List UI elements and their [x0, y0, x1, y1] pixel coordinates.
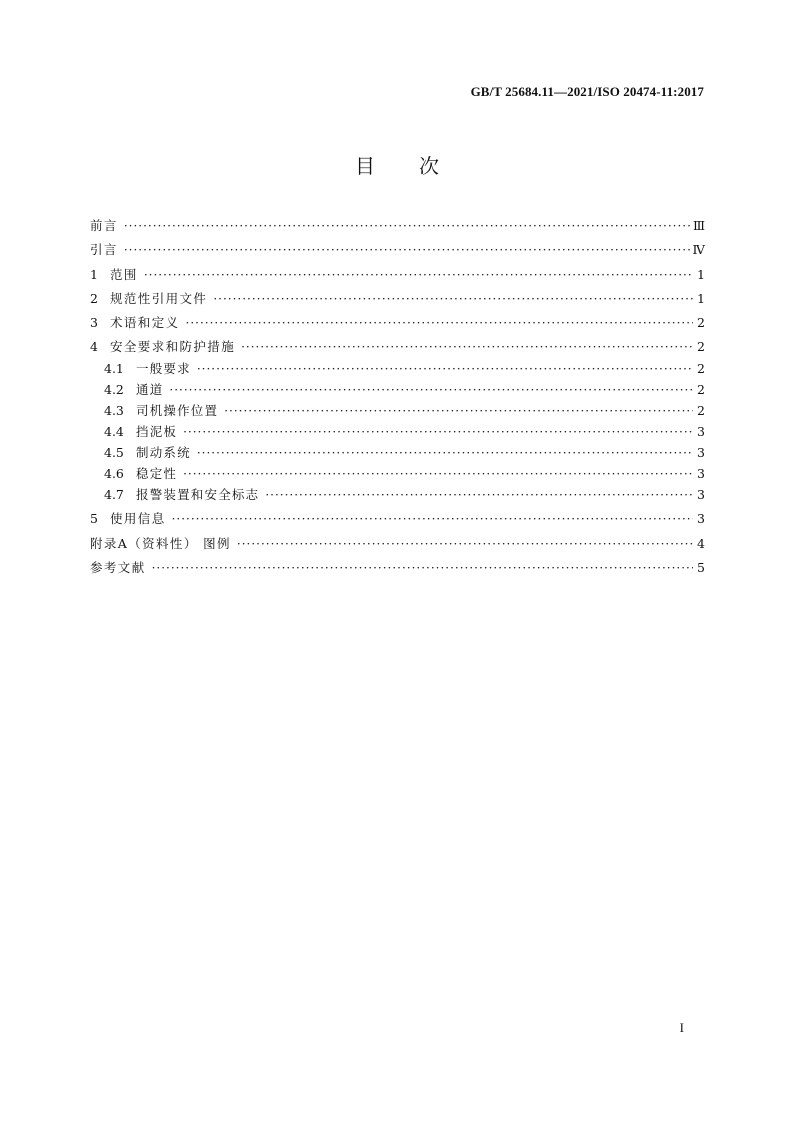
toc-number: 1: [90, 266, 98, 282]
toc-entry-foreword[interactable]: [90, 216, 705, 236]
toc-leader-dots: [186, 313, 693, 333]
toc-leader-dots: [169, 380, 693, 400]
toc-label: 一般要求: [136, 360, 191, 376]
toc-page-number: 2: [697, 381, 705, 397]
toc-leader-dots: [265, 485, 693, 505]
toc-entry-4-6[interactable]: [90, 464, 705, 484]
toc-entry-2[interactable]: [90, 289, 705, 309]
toc-label: 制动系统: [136, 444, 191, 460]
toc-entry-4-7[interactable]: [90, 485, 705, 505]
toc-number: 4.5: [104, 444, 124, 460]
toc-label: 通道: [136, 381, 164, 397]
toc-page-number: Ⅳ: [692, 242, 705, 258]
toc-entry-4-5[interactable]: [90, 443, 705, 463]
toc-label: 司机操作位置: [136, 402, 219, 418]
toc-page-number: 4: [697, 535, 705, 551]
toc-leader-dots: [152, 558, 693, 578]
toc-title: 目次: [355, 154, 483, 178]
toc-entry-4-3[interactable]: [90, 401, 705, 421]
toc-page-number: 2: [697, 339, 705, 355]
toc-entry-3[interactable]: [90, 313, 705, 333]
toc-leader-dots: [241, 337, 693, 357]
toc-page-number: 3: [697, 466, 705, 482]
toc-leader-dots: [172, 509, 693, 529]
toc-entry-1[interactable]: [90, 265, 705, 285]
toc-leader-dots: [183, 422, 693, 442]
toc-label: 附录A（资料性） 图例: [90, 535, 231, 551]
toc-page-number: 3: [697, 444, 705, 460]
toc-page-number: 2: [697, 360, 705, 376]
toc-leader-dots: [213, 289, 693, 309]
toc-number: 4: [90, 339, 98, 355]
toc-label: 前言: [90, 218, 118, 233]
document-code: GB/T 25684.11—2021/ISO 20474-11:2017: [470, 84, 704, 99]
toc-leader-dots: [183, 464, 693, 484]
toc-leader-dots: [124, 216, 691, 236]
toc-page-number: Ⅲ: [692, 218, 705, 233]
toc-entry-4-2[interactable]: [90, 380, 705, 400]
page-folio: I: [679, 1020, 684, 1035]
toc-page-number: 3: [697, 511, 705, 527]
toc-entry-4[interactable]: [90, 337, 705, 357]
toc-label: 报警装置和安全标志: [136, 487, 260, 503]
toc-entry-bibliography[interactable]: [90, 558, 705, 578]
toc-leader-dots: [144, 265, 693, 285]
toc-leader-dots: [124, 240, 691, 260]
toc-label: 范围: [110, 266, 138, 282]
toc-entry-4-4[interactable]: [90, 422, 705, 442]
toc-label: 挡泥板: [136, 423, 178, 439]
toc-label: 规范性引用文件: [110, 290, 208, 306]
toc-page-number: 3: [697, 487, 705, 503]
toc-number: 4.1: [104, 360, 124, 376]
toc-number: 5: [90, 511, 98, 527]
toc-leader-dots: [197, 443, 693, 463]
toc-entry-introduction[interactable]: [90, 240, 705, 260]
toc-page-number: 2: [697, 315, 705, 331]
toc-page-number: 1: [697, 266, 705, 282]
toc-leader-dots: [197, 359, 693, 379]
toc-number: 4.6: [104, 466, 124, 482]
toc-label: 参考文献: [90, 560, 146, 576]
toc-entry-5[interactable]: [90, 509, 705, 529]
toc-number: 4.2: [104, 381, 124, 397]
toc-number: 4.7: [104, 487, 124, 503]
toc-label: 引言: [90, 242, 118, 258]
toc-number: 3: [90, 315, 98, 331]
toc-label: 使用信息: [110, 511, 166, 527]
toc-page-number: 2: [697, 402, 705, 418]
toc-number: 2: [90, 290, 98, 306]
toc-page-number: 3: [697, 423, 705, 439]
table-of-contents: [90, 216, 705, 578]
toc-page-number: 5: [697, 560, 705, 576]
toc-number: 4.4: [104, 423, 124, 439]
toc-entry-annex-a[interactable]: [90, 534, 705, 554]
toc-entry-4-1[interactable]: [90, 359, 705, 379]
toc-label: 稳定性: [136, 466, 178, 482]
toc-number: 4.3: [104, 402, 124, 418]
toc-leader-dots: [224, 401, 693, 421]
toc-label: 安全要求和防护措施: [110, 339, 236, 355]
toc-leader-dots: [237, 534, 693, 554]
toc-label: 术语和定义: [110, 315, 180, 331]
toc-page-number: 1: [697, 290, 705, 306]
